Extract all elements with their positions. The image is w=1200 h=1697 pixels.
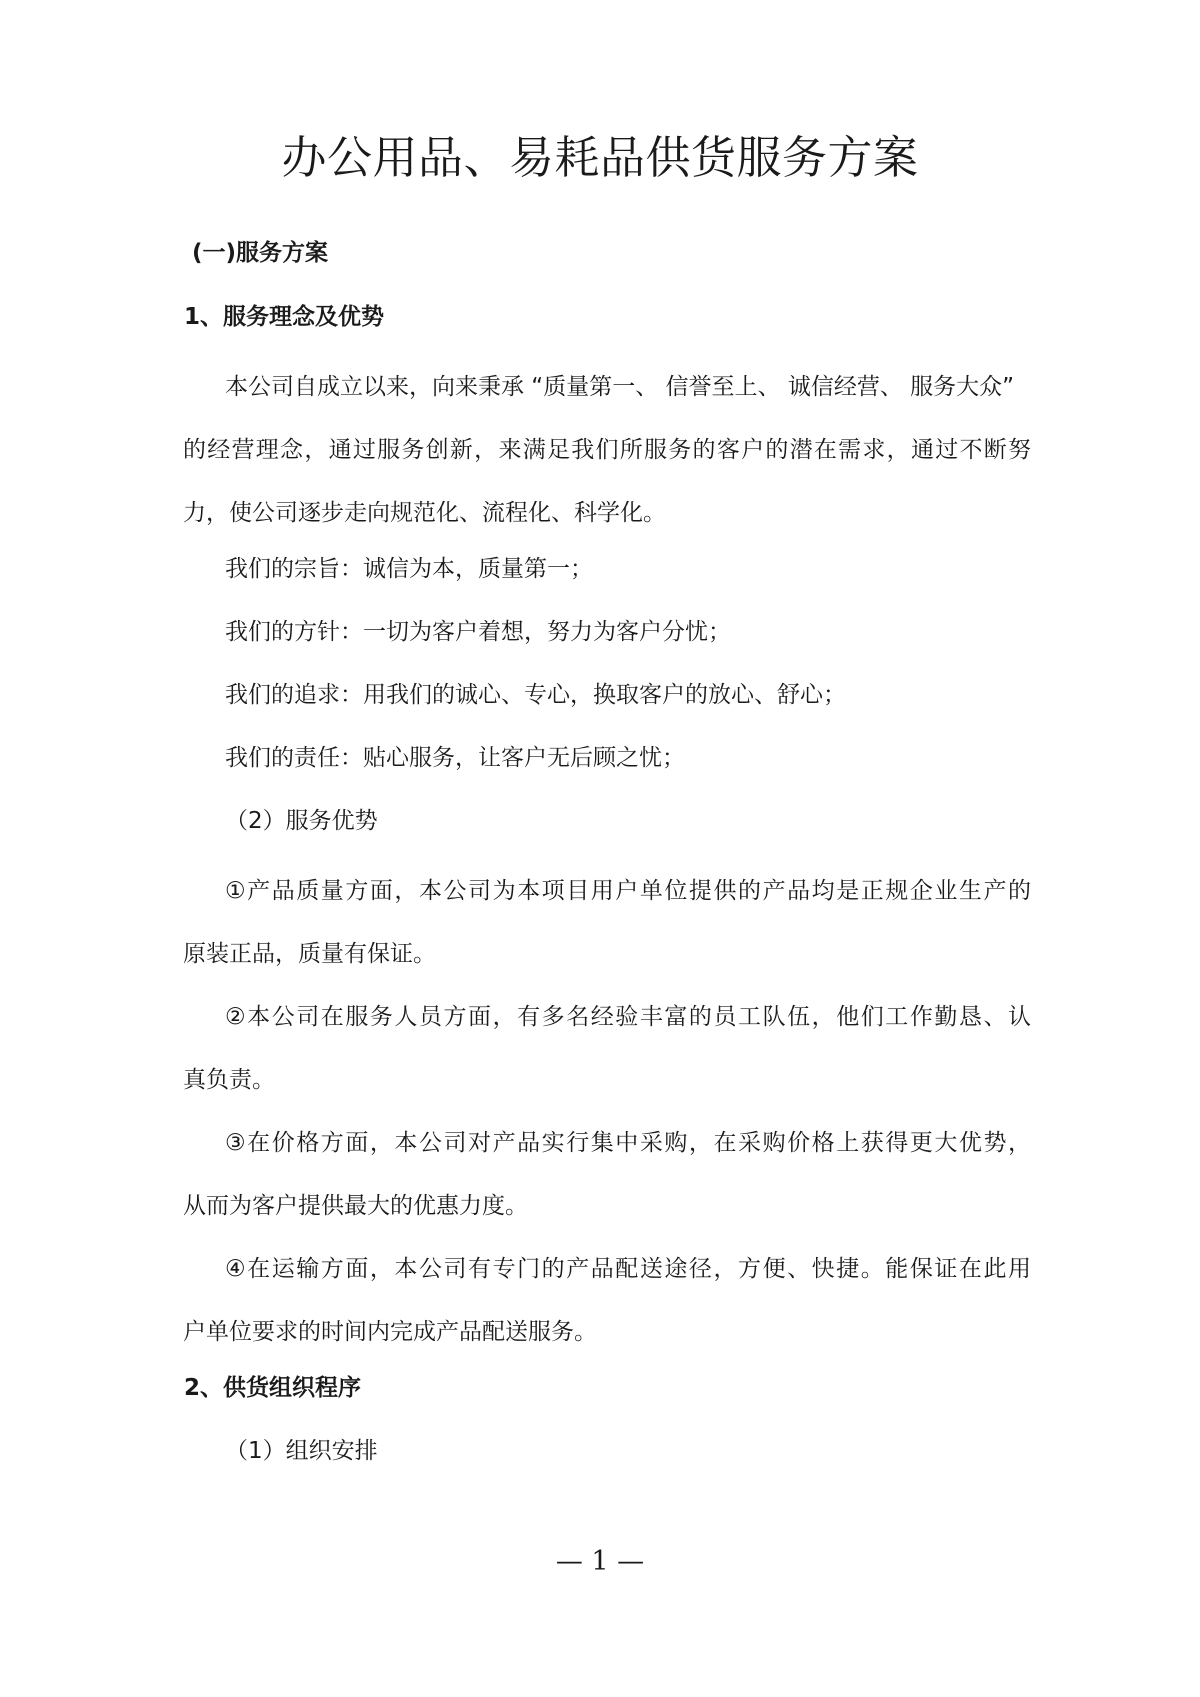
intro-paragraph-line-1: 本公司自成立以来，向来秉承 “质量第一、 信誉至上、 诚信经营、 服务大众” — [225, 374, 1015, 400]
principle-purpose: 我们的宗旨：诚信为本，质量第一； — [225, 556, 593, 582]
advantage-price-line-2: 从而为客户提供最大的优惠力度。 — [183, 1193, 528, 1219]
organization-heading: （1）组织安排 — [225, 1438, 378, 1464]
intro-paragraph-line-2: 的经营理念，通过服务创新，来满足我们所服务的客户的潜在需求，通过不断努 — [183, 437, 1031, 463]
advantage-transport-line-2: 户单位要求的时间内完成产品配送服务。 — [183, 1319, 597, 1345]
advantage-price-line-1: ③在价格方面，本公司对产品实行集中采购，在采购价格上获得更大优势， — [225, 1130, 1031, 1156]
section-heading: (一)服务方案 — [192, 240, 329, 266]
intro-paragraph-line-3: 力，使公司逐步走向规范化、流程化、科学化。 — [183, 500, 666, 526]
advantage-staff-line-1: ②本公司在服务人员方面，有多名经验丰富的员工队伍，他们工作勤恳、认 — [225, 1004, 1031, 1030]
sub-heading-supply-procedure: 2、供货组织程序 — [184, 1375, 362, 1401]
sub-heading-service-philosophy: 1、服务理念及优势 — [184, 304, 385, 330]
principle-pursuit: 我们的追求：用我们的诚心、专心，换取客户的放心、舒心； — [225, 682, 846, 708]
advantages-heading: （2）服务优势 — [225, 808, 378, 834]
advantage-quality-line-1: ①产品质量方面，本公司为本项目用户单位提供的产品均是正规企业生产的 — [225, 878, 1031, 904]
principle-responsibility: 我们的责任：贴心服务，让客户无后顾之忧； — [225, 745, 685, 771]
document-title: 办公用品、易耗品供货服务方案 — [281, 131, 919, 184]
advantage-transport-line-1: ④在运输方面，本公司有专门的产品配送途径，方便、快捷。能保证在此用 — [225, 1256, 1031, 1282]
page-number: — 1 — — [555, 1546, 645, 1577]
advantage-quality-line-2: 原装正品，质量有保证。 — [183, 941, 436, 967]
principle-policy: 我们的方针：一切为客户着想，努力为客户分忧； — [225, 619, 731, 645]
advantage-staff-line-2: 真负责。 — [183, 1067, 275, 1093]
